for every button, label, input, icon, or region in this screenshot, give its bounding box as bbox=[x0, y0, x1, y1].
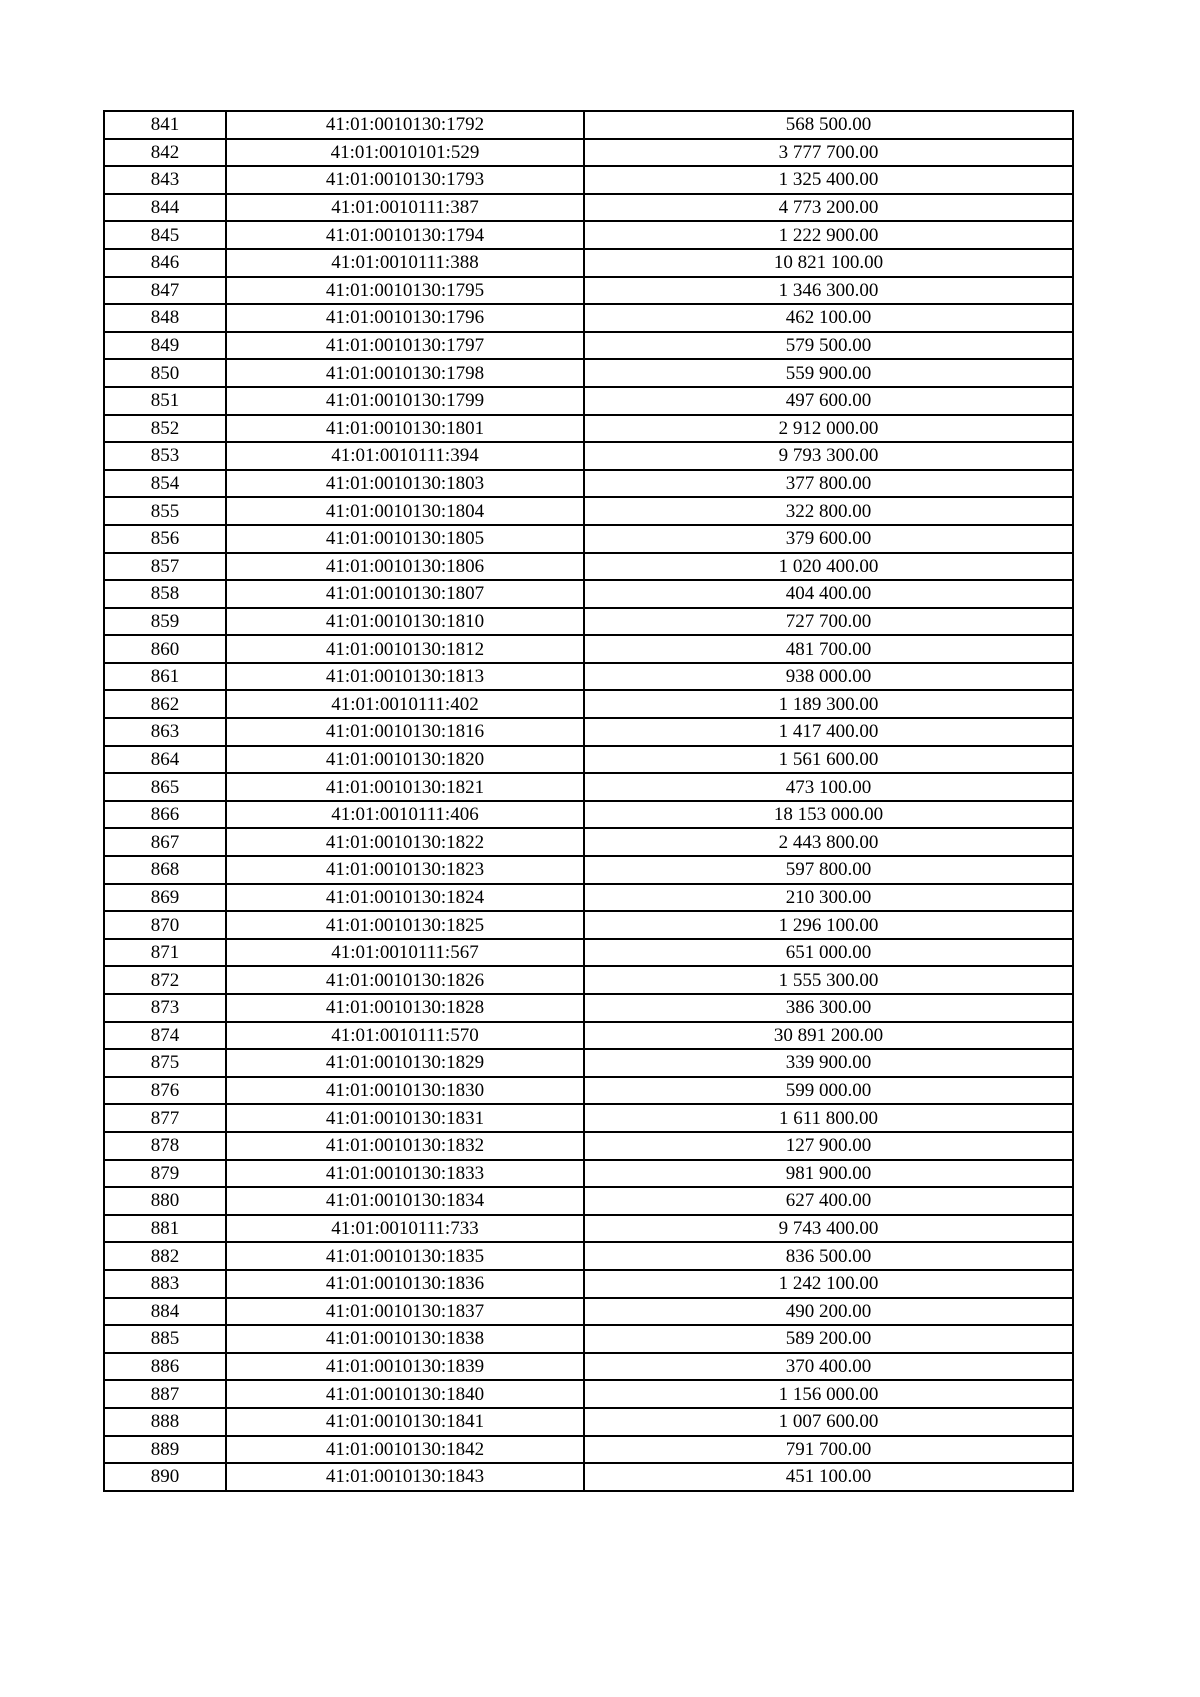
row-number-cell: 872 bbox=[104, 966, 226, 994]
row-number-cell: 852 bbox=[104, 415, 226, 443]
row-number-cell: 874 bbox=[104, 1022, 226, 1050]
table-row bbox=[104, 497, 1073, 525]
table-row bbox=[104, 1160, 1073, 1188]
cadastral-number-cell: 41:01:0010130:1837 bbox=[226, 1298, 584, 1326]
cadastral-number-cell: 41:01:0010130:1797 bbox=[226, 332, 584, 360]
cadastral-value-cell: 490 200.00 bbox=[584, 1298, 1073, 1326]
row-number-cell: 855 bbox=[104, 497, 226, 525]
row-number-cell: 885 bbox=[104, 1325, 226, 1353]
row-number-cell: 857 bbox=[104, 553, 226, 581]
table-row bbox=[104, 718, 1073, 746]
cadastral-number-cell: 41:01:0010130:1812 bbox=[226, 635, 584, 663]
cadastral-value-cell: 579 500.00 bbox=[584, 332, 1073, 360]
cadastral-number-cell: 41:01:0010130:1792 bbox=[226, 111, 584, 139]
cadastral-value-cell: 497 600.00 bbox=[584, 387, 1073, 415]
cadastral-value-cell: 2 912 000.00 bbox=[584, 415, 1073, 443]
row-number-cell: 859 bbox=[104, 608, 226, 636]
cadastral-number-cell: 41:01:0010111:402 bbox=[226, 690, 584, 718]
cadastral-number-cell: 41:01:0010130:1826 bbox=[226, 966, 584, 994]
row-number-cell: 853 bbox=[104, 442, 226, 470]
cadastral-number-cell: 41:01:0010130:1843 bbox=[226, 1463, 584, 1491]
cadastral-value-cell: 1 007 600.00 bbox=[584, 1408, 1073, 1436]
cadastral-value-cell: 2 443 800.00 bbox=[584, 828, 1073, 856]
row-number-cell: 856 bbox=[104, 525, 226, 553]
cadastral-value-cell: 481 700.00 bbox=[584, 635, 1073, 663]
table-row bbox=[104, 635, 1073, 663]
row-number-cell: 890 bbox=[104, 1463, 226, 1491]
row-number-cell: 858 bbox=[104, 580, 226, 608]
table-row bbox=[104, 608, 1073, 636]
row-number-cell: 886 bbox=[104, 1353, 226, 1381]
table-row bbox=[104, 111, 1073, 139]
table-row bbox=[104, 884, 1073, 912]
row-number-cell: 889 bbox=[104, 1436, 226, 1464]
cadastral-value-cell: 3 777 700.00 bbox=[584, 139, 1073, 167]
table-row bbox=[104, 221, 1073, 249]
table-row bbox=[104, 994, 1073, 1022]
row-number-cell: 865 bbox=[104, 773, 226, 801]
cadastral-value-cell: 599 000.00 bbox=[584, 1077, 1073, 1105]
row-number-cell: 847 bbox=[104, 277, 226, 305]
table-row bbox=[104, 1408, 1073, 1436]
cadastral-number-cell: 41:01:0010130:1838 bbox=[226, 1325, 584, 1353]
table-row bbox=[104, 1022, 1073, 1050]
table-row bbox=[104, 663, 1073, 691]
table-row bbox=[104, 415, 1073, 443]
cadastral-number-cell: 41:01:0010130:1813 bbox=[226, 663, 584, 691]
cadastral-value-cell: 9 793 300.00 bbox=[584, 442, 1073, 470]
row-number-cell: 862 bbox=[104, 690, 226, 718]
row-number-cell: 881 bbox=[104, 1215, 226, 1243]
cadastral-value-cell: 1 189 300.00 bbox=[584, 690, 1073, 718]
cadastral-value-cell: 339 900.00 bbox=[584, 1049, 1073, 1077]
cadastral-value-cell: 370 400.00 bbox=[584, 1353, 1073, 1381]
cadastral-number-cell: 41:01:0010130:1796 bbox=[226, 304, 584, 332]
cadastral-number-cell: 41:01:0010130:1820 bbox=[226, 746, 584, 774]
cadastral-value-cell: 559 900.00 bbox=[584, 359, 1073, 387]
cadastral-value-cell: 30 891 200.00 bbox=[584, 1022, 1073, 1050]
cadastral-value-table bbox=[103, 110, 1074, 1492]
cadastral-value-cell: 589 200.00 bbox=[584, 1325, 1073, 1353]
table-row bbox=[104, 773, 1073, 801]
cadastral-number-cell: 41:01:0010130:1821 bbox=[226, 773, 584, 801]
table-row bbox=[104, 553, 1073, 581]
row-number-cell: 884 bbox=[104, 1298, 226, 1326]
row-number-cell: 851 bbox=[104, 387, 226, 415]
cadastral-value-cell: 1 020 400.00 bbox=[584, 553, 1073, 581]
row-number-cell: 850 bbox=[104, 359, 226, 387]
cadastral-number-cell: 41:01:0010111:388 bbox=[226, 249, 584, 277]
cadastral-number-cell: 41:01:0010130:1807 bbox=[226, 580, 584, 608]
cadastral-number-cell: 41:01:0010130:1840 bbox=[226, 1380, 584, 1408]
cadastral-value-cell: 379 600.00 bbox=[584, 525, 1073, 553]
table-row bbox=[104, 1463, 1073, 1491]
cadastral-number-cell: 41:01:0010130:1829 bbox=[226, 1049, 584, 1077]
cadastral-value-cell: 727 700.00 bbox=[584, 608, 1073, 636]
cadastral-number-cell: 41:01:0010130:1805 bbox=[226, 525, 584, 553]
table-row bbox=[104, 139, 1073, 167]
cadastral-value-cell: 18 153 000.00 bbox=[584, 801, 1073, 829]
row-number-cell: 844 bbox=[104, 194, 226, 222]
table-row bbox=[104, 1215, 1073, 1243]
row-number-cell: 868 bbox=[104, 856, 226, 884]
cadastral-value-cell: 10 821 100.00 bbox=[584, 249, 1073, 277]
cadastral-value-cell: 836 500.00 bbox=[584, 1242, 1073, 1270]
table-body bbox=[104, 111, 1073, 1491]
cadastral-number-cell: 41:01:0010130:1806 bbox=[226, 553, 584, 581]
row-number-cell: 887 bbox=[104, 1380, 226, 1408]
row-number-cell: 841 bbox=[104, 111, 226, 139]
cadastral-number-cell: 41:01:0010130:1816 bbox=[226, 718, 584, 746]
cadastral-number-cell: 41:01:0010130:1830 bbox=[226, 1077, 584, 1105]
row-number-cell: 870 bbox=[104, 911, 226, 939]
table-row bbox=[104, 277, 1073, 305]
row-number-cell: 873 bbox=[104, 994, 226, 1022]
cadastral-number-cell: 41:01:0010130:1793 bbox=[226, 166, 584, 194]
cadastral-number-cell: 41:01:0010130:1831 bbox=[226, 1104, 584, 1132]
table-row bbox=[104, 1187, 1073, 1215]
cadastral-value-cell: 473 100.00 bbox=[584, 773, 1073, 801]
cadastral-number-cell: 41:01:0010130:1835 bbox=[226, 1242, 584, 1270]
row-number-cell: 866 bbox=[104, 801, 226, 829]
table-row bbox=[104, 746, 1073, 774]
cadastral-value-cell: 1 346 300.00 bbox=[584, 277, 1073, 305]
cadastral-value-cell: 568 500.00 bbox=[584, 111, 1073, 139]
cadastral-number-cell: 41:01:0010130:1833 bbox=[226, 1160, 584, 1188]
row-number-cell: 877 bbox=[104, 1104, 226, 1132]
cadastral-number-cell: 41:01:0010111:567 bbox=[226, 939, 584, 967]
row-number-cell: 871 bbox=[104, 939, 226, 967]
row-number-cell: 869 bbox=[104, 884, 226, 912]
row-number-cell: 878 bbox=[104, 1132, 226, 1160]
cadastral-number-cell: 41:01:0010130:1795 bbox=[226, 277, 584, 305]
row-number-cell: 845 bbox=[104, 221, 226, 249]
table-row bbox=[104, 249, 1073, 277]
cadastral-number-cell: 41:01:0010130:1810 bbox=[226, 608, 584, 636]
table-row bbox=[104, 1049, 1073, 1077]
cadastral-number-cell: 41:01:0010130:1794 bbox=[226, 221, 584, 249]
cadastral-value-cell: 4 773 200.00 bbox=[584, 194, 1073, 222]
cadastral-number-cell: 41:01:0010130:1841 bbox=[226, 1408, 584, 1436]
cadastral-number-cell: 41:01:0010130:1799 bbox=[226, 387, 584, 415]
row-number-cell: 843 bbox=[104, 166, 226, 194]
cadastral-value-cell: 1 325 400.00 bbox=[584, 166, 1073, 194]
table-row bbox=[104, 1270, 1073, 1298]
cadastral-value-cell: 377 800.00 bbox=[584, 470, 1073, 498]
cadastral-number-cell: 41:01:0010111:387 bbox=[226, 194, 584, 222]
row-number-cell: 864 bbox=[104, 746, 226, 774]
table-row bbox=[104, 1242, 1073, 1270]
table-row bbox=[104, 442, 1073, 470]
row-number-cell: 860 bbox=[104, 635, 226, 663]
cadastral-value-cell: 627 400.00 bbox=[584, 1187, 1073, 1215]
row-number-cell: 888 bbox=[104, 1408, 226, 1436]
cadastral-number-cell: 41:01:0010130:1804 bbox=[226, 497, 584, 525]
table-row bbox=[104, 690, 1073, 718]
cadastral-value-cell: 1 242 100.00 bbox=[584, 1270, 1073, 1298]
table-row bbox=[104, 1077, 1073, 1105]
cadastral-value-cell: 1 611 800.00 bbox=[584, 1104, 1073, 1132]
cadastral-number-cell: 41:01:0010130:1823 bbox=[226, 856, 584, 884]
cadastral-value-cell: 322 800.00 bbox=[584, 497, 1073, 525]
table-row bbox=[104, 194, 1073, 222]
cadastral-value-cell: 1 156 000.00 bbox=[584, 1380, 1073, 1408]
cadastral-value-cell: 451 100.00 bbox=[584, 1463, 1073, 1491]
cadastral-value-cell: 651 000.00 bbox=[584, 939, 1073, 967]
cadastral-number-cell: 41:01:0010111:394 bbox=[226, 442, 584, 470]
cadastral-number-cell: 41:01:0010130:1834 bbox=[226, 1187, 584, 1215]
row-number-cell: 867 bbox=[104, 828, 226, 856]
cadastral-value-cell: 938 000.00 bbox=[584, 663, 1073, 691]
table-row bbox=[104, 1325, 1073, 1353]
cadastral-value-cell: 462 100.00 bbox=[584, 304, 1073, 332]
cadastral-value-cell: 127 900.00 bbox=[584, 1132, 1073, 1160]
cadastral-value-cell: 1 222 900.00 bbox=[584, 221, 1073, 249]
table-row bbox=[104, 1104, 1073, 1132]
cadastral-number-cell: 41:01:0010130:1798 bbox=[226, 359, 584, 387]
table-row bbox=[104, 828, 1073, 856]
table-row bbox=[104, 359, 1073, 387]
cadastral-value-cell: 597 800.00 bbox=[584, 856, 1073, 884]
table-row bbox=[104, 1353, 1073, 1381]
cadastral-number-cell: 41:01:0010101:529 bbox=[226, 139, 584, 167]
cadastral-value-cell: 210 300.00 bbox=[584, 884, 1073, 912]
cadastral-value-cell: 791 700.00 bbox=[584, 1436, 1073, 1464]
table-row bbox=[104, 304, 1073, 332]
table-row bbox=[104, 580, 1073, 608]
row-number-cell: 875 bbox=[104, 1049, 226, 1077]
row-number-cell: 854 bbox=[104, 470, 226, 498]
table-row bbox=[104, 332, 1073, 360]
table-row bbox=[104, 801, 1073, 829]
row-number-cell: 880 bbox=[104, 1187, 226, 1215]
cadastral-number-cell: 41:01:0010130:1824 bbox=[226, 884, 584, 912]
table-row bbox=[104, 166, 1073, 194]
cadastral-number-cell: 41:01:0010130:1828 bbox=[226, 994, 584, 1022]
cadastral-value-cell: 386 300.00 bbox=[584, 994, 1073, 1022]
row-number-cell: 882 bbox=[104, 1242, 226, 1270]
cadastral-value-cell: 9 743 400.00 bbox=[584, 1215, 1073, 1243]
cadastral-value-cell: 981 900.00 bbox=[584, 1160, 1073, 1188]
table-row bbox=[104, 1380, 1073, 1408]
cadastral-number-cell: 41:01:0010130:1836 bbox=[226, 1270, 584, 1298]
table-row bbox=[104, 387, 1073, 415]
cadastral-number-cell: 41:01:0010130:1832 bbox=[226, 1132, 584, 1160]
cadastral-number-cell: 41:01:0010111:733 bbox=[226, 1215, 584, 1243]
cadastral-value-cell: 1 417 400.00 bbox=[584, 718, 1073, 746]
table-row bbox=[104, 966, 1073, 994]
row-number-cell: 876 bbox=[104, 1077, 226, 1105]
table-row bbox=[104, 911, 1073, 939]
cadastral-number-cell: 41:01:0010111:406 bbox=[226, 801, 584, 829]
cadastral-value-cell: 1 296 100.00 bbox=[584, 911, 1073, 939]
table-row bbox=[104, 1132, 1073, 1160]
table-row bbox=[104, 1436, 1073, 1464]
table-row bbox=[104, 470, 1073, 498]
cadastral-value-cell: 1 561 600.00 bbox=[584, 746, 1073, 774]
cadastral-number-cell: 41:01:0010130:1825 bbox=[226, 911, 584, 939]
cadastral-number-cell: 41:01:0010111:570 bbox=[226, 1022, 584, 1050]
cadastral-number-cell: 41:01:0010130:1801 bbox=[226, 415, 584, 443]
cadastral-number-cell: 41:01:0010130:1822 bbox=[226, 828, 584, 856]
row-number-cell: 879 bbox=[104, 1160, 226, 1188]
table-row bbox=[104, 939, 1073, 967]
table-row bbox=[104, 525, 1073, 553]
row-number-cell: 849 bbox=[104, 332, 226, 360]
cadastral-number-cell: 41:01:0010130:1839 bbox=[226, 1353, 584, 1381]
cadastral-number-cell: 41:01:0010130:1842 bbox=[226, 1436, 584, 1464]
row-number-cell: 863 bbox=[104, 718, 226, 746]
row-number-cell: 848 bbox=[104, 304, 226, 332]
row-number-cell: 883 bbox=[104, 1270, 226, 1298]
row-number-cell: 846 bbox=[104, 249, 226, 277]
row-number-cell: 842 bbox=[104, 139, 226, 167]
cadastral-value-cell: 1 555 300.00 bbox=[584, 966, 1073, 994]
table-row bbox=[104, 856, 1073, 884]
table-row bbox=[104, 1298, 1073, 1326]
cadastral-number-cell: 41:01:0010130:1803 bbox=[226, 470, 584, 498]
cadastral-value-cell: 404 400.00 bbox=[584, 580, 1073, 608]
row-number-cell: 861 bbox=[104, 663, 226, 691]
